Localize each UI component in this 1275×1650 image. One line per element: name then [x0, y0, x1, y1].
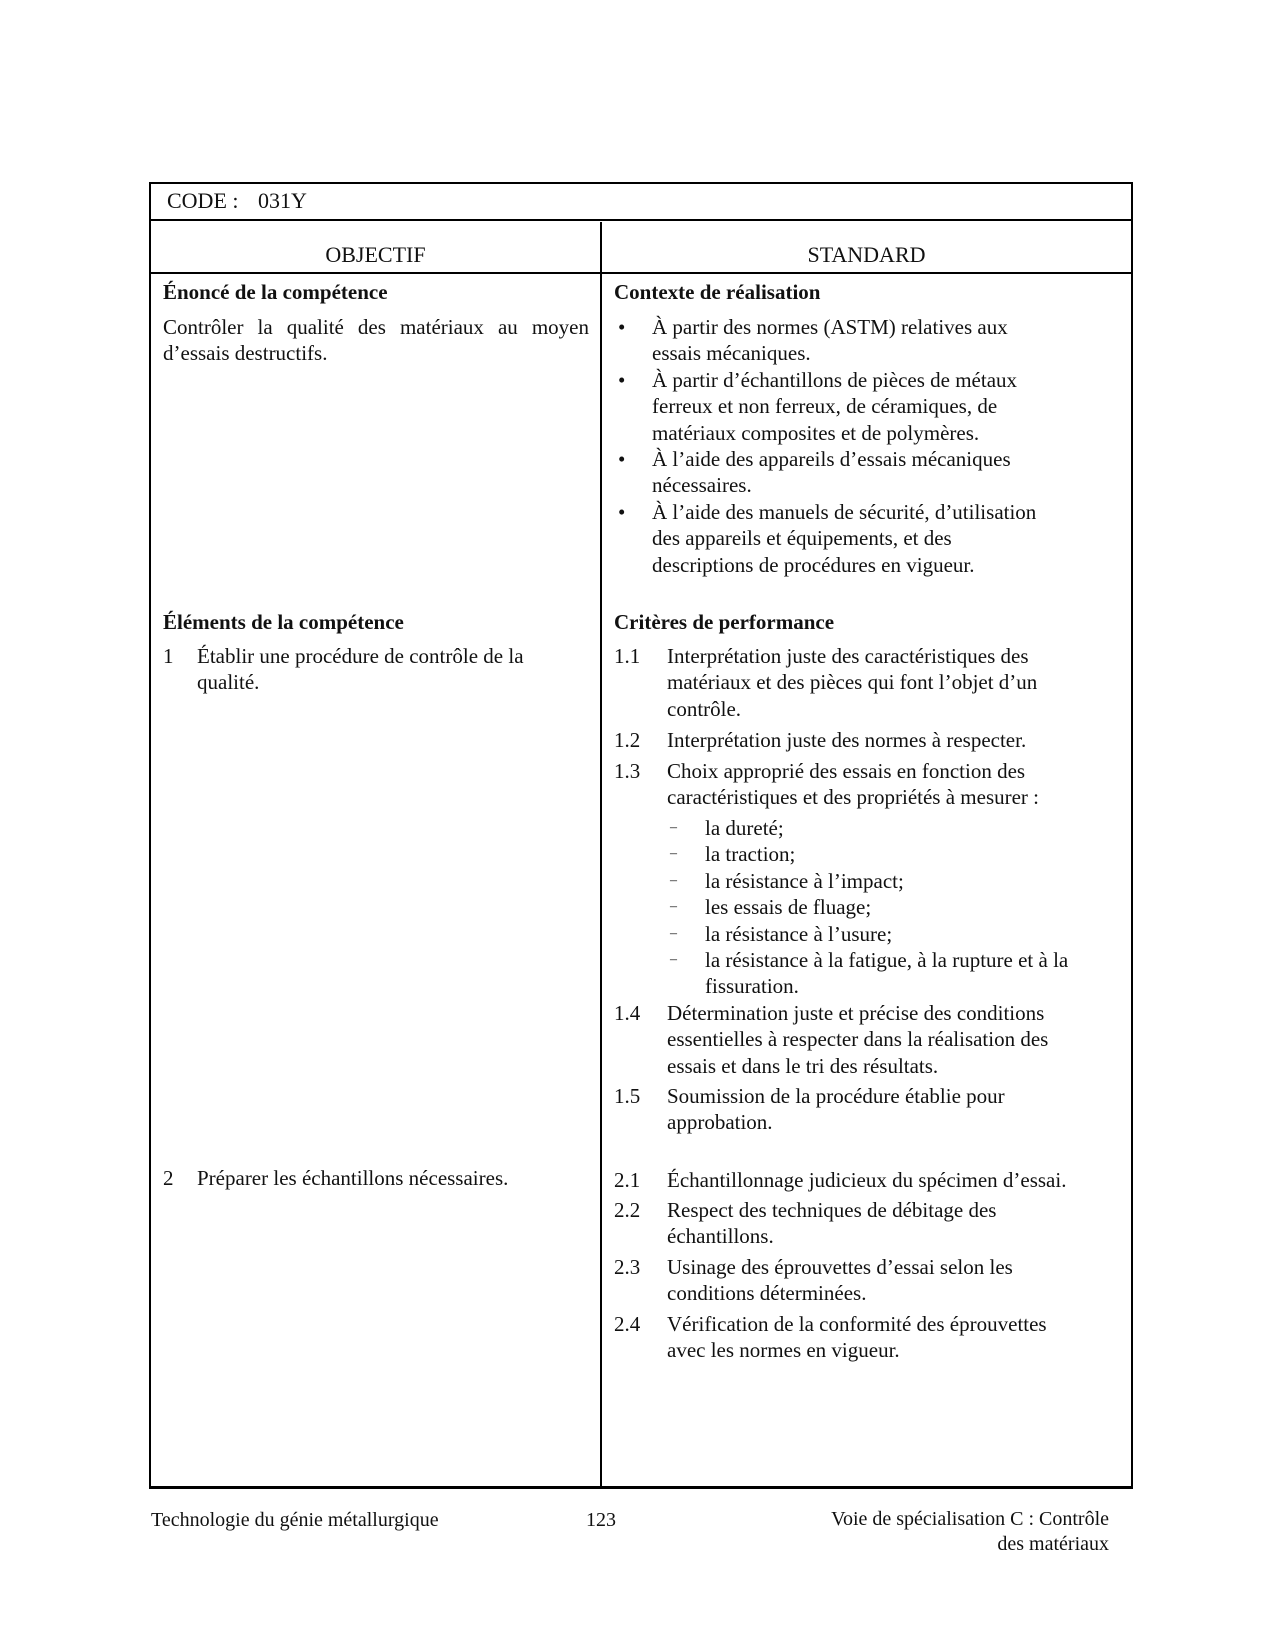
- critere-line: Choix approprié des essais en fonction des: [667, 759, 1026, 783]
- bullet-line: essais mécaniques.: [652, 341, 811, 366]
- dash-icon: –: [670, 846, 677, 862]
- critere-line: Interprétation juste des caractéristiques des: [667, 644, 1029, 668]
- dash-icon: –: [670, 899, 677, 915]
- critere-number: 2.1: [614, 1168, 641, 1192]
- element-number: 1: [163, 644, 174, 668]
- sub-item-line: les essais de fluage;: [705, 895, 872, 920]
- header-objectif: OBJECTIF: [325, 242, 426, 267]
- criteres-title: Critères de performance: [614, 610, 835, 634]
- element-number: 2: [163, 1166, 174, 1190]
- critere-line: Détermination juste et précise des conditions: [667, 1001, 1045, 1025]
- sub-item: [670, 868, 1130, 894]
- contexte-bullet: [614, 314, 1124, 367]
- sub-item-line: la dureté;: [705, 816, 784, 840]
- critere-2-2: [614, 1197, 1124, 1250]
- page-number: 123: [586, 1509, 616, 1531]
- sub-item: [670, 947, 1130, 1000]
- sub-item-line: la traction;: [705, 842, 796, 867]
- critere-line: essais et dans le tri des résultats.: [667, 1053, 939, 1078]
- critere-number: 1.5: [614, 1084, 641, 1108]
- critere-line: essentielles à respecter dans la réalisation des: [667, 1027, 1049, 1052]
- critere-1-1: [614, 643, 1124, 722]
- element-item-2: [163, 1165, 593, 1191]
- bullet-line: matériaux composites et de polymères.: [652, 420, 980, 445]
- header-row-divider: [149, 272, 1133, 274]
- table-border-left: [149, 182, 151, 1489]
- critere-line: Usinage des éprouvettes d’essai selon les: [667, 1255, 1013, 1279]
- bullet-line: À partir d’échantillons de pièces de métaux: [652, 367, 1018, 392]
- critere-line: approbation.: [667, 1110, 773, 1135]
- enonce-line: Contrôler la qualité des matériaux au moyen: [163, 315, 589, 339]
- table-border-bottom: [149, 1486, 1133, 1489]
- bullet-icon: •: [618, 367, 626, 392]
- bullet-icon: •: [618, 447, 626, 472]
- critere-line: avec les normes en vigueur.: [667, 1338, 900, 1363]
- table-border-top: [149, 182, 1133, 184]
- critere-1-3-sublist: [670, 815, 1130, 1000]
- critere-2-4: [614, 1311, 1124, 1364]
- critere-line: échantillons.: [667, 1224, 774, 1249]
- code-field: [167, 188, 307, 214]
- sub-item-line: la résistance à l’impact;: [705, 868, 904, 893]
- column-divider: [600, 222, 602, 1488]
- critere-line: contrôle.: [667, 696, 742, 721]
- critere-2-3: [614, 1254, 1124, 1307]
- bullet-line: descriptions de procédures en vigueur.: [652, 552, 975, 577]
- critere-line: matériaux et des pièces qui font l’objet d’un: [667, 670, 1038, 695]
- critere-number: 1.3: [614, 759, 641, 783]
- critere-number: 1.2: [614, 728, 641, 752]
- sub-item-line: la résistance à l’usure;: [705, 921, 893, 946]
- critere-number: 1.4: [614, 1001, 641, 1025]
- dash-icon: –: [670, 872, 677, 888]
- bullet-line: À l’aide des appareils d’essais mécaniques: [652, 447, 1011, 472]
- critere-line: caractéristiques et des propriétés à mesurer :: [667, 785, 1040, 810]
- sub-item: [670, 894, 1130, 920]
- bullet-line: nécessaires.: [652, 473, 752, 498]
- contexte-bullet: [614, 499, 1124, 578]
- table-border-right: [1131, 182, 1133, 1489]
- critere-line: Interprétation juste des normes à respecter.: [667, 728, 1027, 752]
- sub-item-line: fissuration.: [705, 974, 799, 999]
- sub-item: [670, 815, 1130, 841]
- critere-line: Respect des techniques de débitage des: [667, 1198, 997, 1222]
- critere-1-2: [614, 727, 1124, 753]
- footer-section-line: Voie de spécialisation C : Contrôle: [831, 1508, 1109, 1530]
- critere-number: 2.2: [614, 1198, 641, 1222]
- critere-1-5: [614, 1083, 1124, 1136]
- critere-1-4: [614, 1000, 1124, 1079]
- bullet-line: À l’aide des manuels de sécurité, d’utilisation: [652, 499, 1037, 524]
- bullet-line: des appareils et équipements, et des: [652, 526, 952, 551]
- dash-icon: –: [670, 820, 677, 835]
- sub-item-line: la résistance à la fatigue, à la rupture et à la: [705, 948, 1069, 973]
- element-line: Préparer les échantillons nécessaires.: [197, 1166, 509, 1190]
- bullet-line: ferreux et non ferreux, de céramiques, de: [652, 394, 998, 419]
- bullet-icon: •: [618, 499, 626, 524]
- code-row-divider: [149, 219, 1133, 221]
- critere-number: 2.3: [614, 1255, 641, 1279]
- contexte-list: [614, 314, 1124, 578]
- element-line: qualité.: [197, 670, 260, 695]
- element-item-1: [163, 643, 593, 696]
- code-label: CODE :: [167, 188, 239, 213]
- footer-section-line: des matériaux: [997, 1533, 1109, 1555]
- contexte-title: Contexte de réalisation: [614, 280, 821, 304]
- code-value: 031Y: [258, 188, 307, 213]
- critere-line: conditions déterminées.: [667, 1281, 867, 1306]
- enonce-title: Énoncé de la compétence: [163, 280, 388, 304]
- critere-line: Soumission de la procédure établie pour: [667, 1084, 1005, 1108]
- critere-line: Vérification de la conformité des éprouvettes: [667, 1312, 1047, 1336]
- bullet-line: À partir des normes (ASTM) relatives aux: [652, 315, 1008, 339]
- critere-line: Échantillonnage judicieux du spécimen d’essai.: [667, 1168, 1067, 1192]
- critere-number: 2.4: [614, 1312, 641, 1336]
- dash-icon: –: [670, 952, 677, 968]
- sub-item: [670, 841, 1130, 867]
- sub-item: [670, 921, 1130, 947]
- header-standard: STANDARD: [807, 242, 926, 267]
- enonce-text: [163, 314, 589, 367]
- elements-title: Éléments de la compétence: [163, 610, 404, 634]
- footer-section: [831, 1507, 1109, 1557]
- dash-icon: –: [670, 925, 677, 941]
- element-line: Établir une procédure de contrôle de la: [197, 644, 524, 668]
- enonce-line: d’essais destructifs.: [163, 341, 328, 366]
- critere-1-3: [614, 758, 1124, 811]
- contexte-bullet: [614, 446, 1124, 499]
- critere-2-1: [614, 1167, 1124, 1193]
- critere-number: 1.1: [614, 644, 641, 668]
- contexte-bullet: [614, 367, 1124, 446]
- footer-title: Technologie du génie métallurgique: [151, 1509, 439, 1531]
- bullet-icon: •: [618, 315, 626, 339]
